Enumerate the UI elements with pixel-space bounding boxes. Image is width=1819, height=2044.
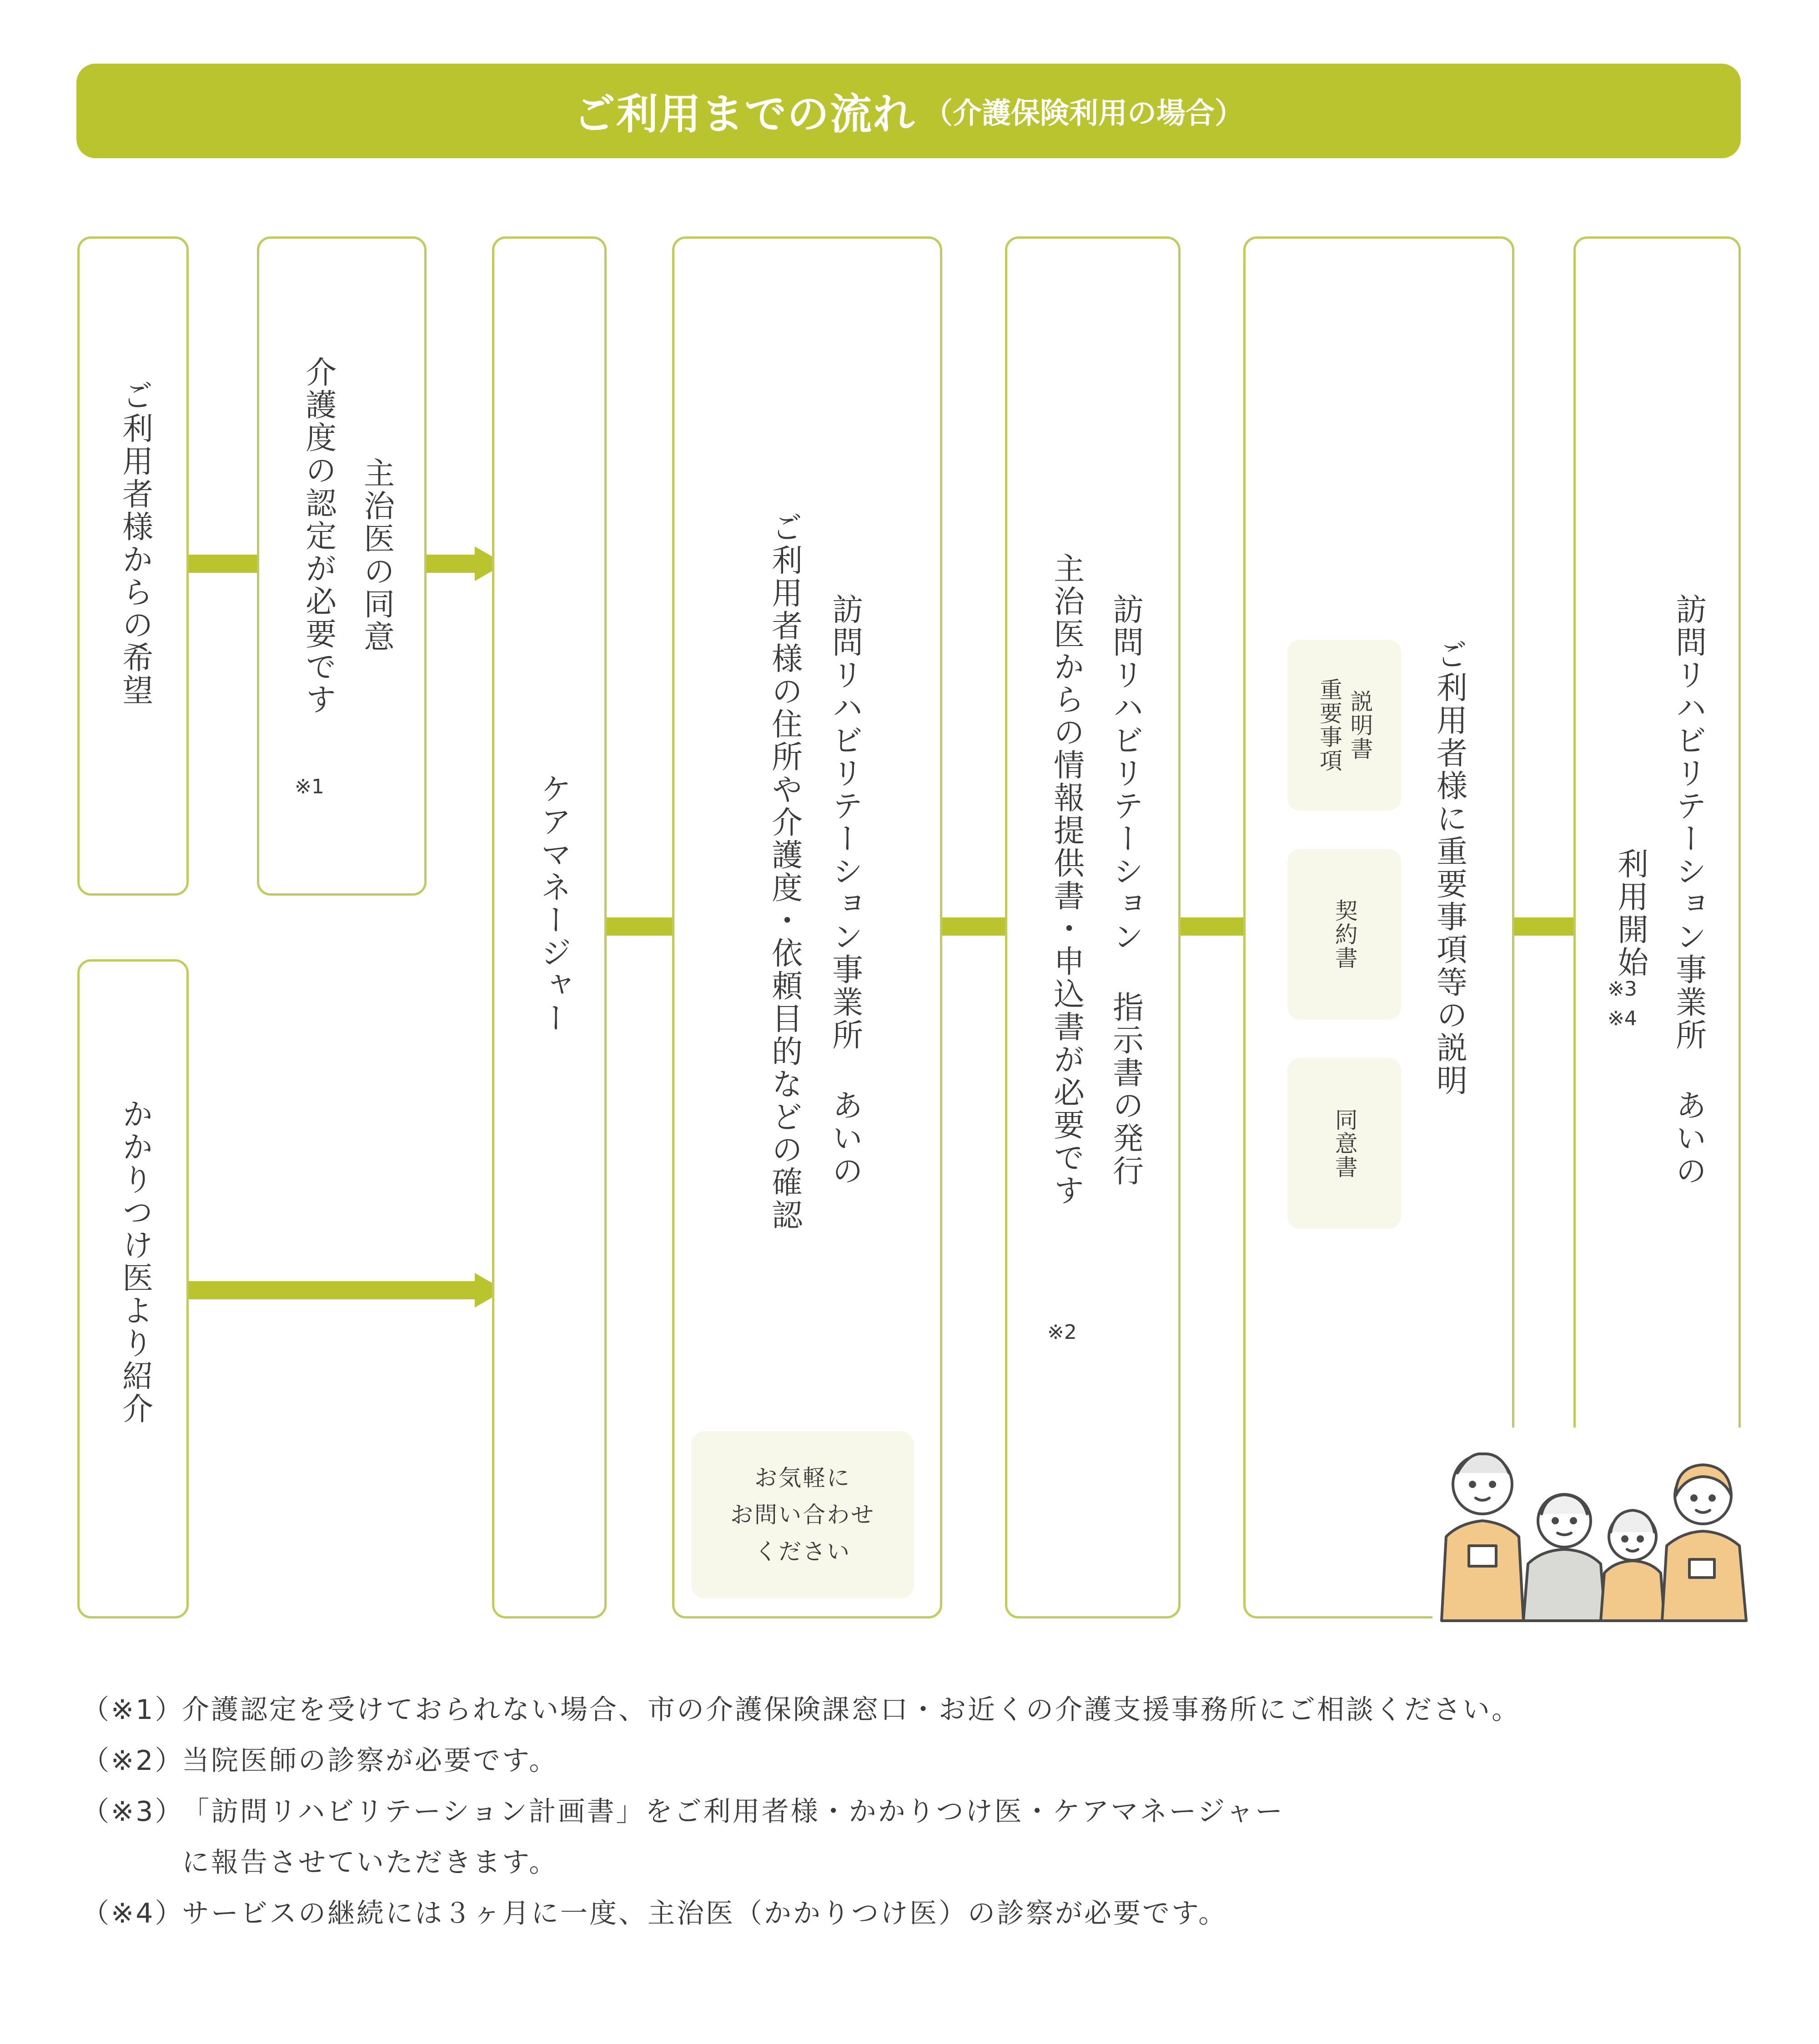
document-contract xyxy=(1287,849,1401,1020)
step-doctor-consent-title: 主治医の同意 xyxy=(358,457,395,653)
connector-referral-to-caremanager xyxy=(186,1281,477,1299)
footnote-1 xyxy=(82,1682,1810,1733)
step-doctor-consent-body: 介護度の認定が必要です xyxy=(300,356,337,716)
step-request-text: ご利用者様からの希望 xyxy=(117,380,153,707)
step-order-title: 訪問リハビリテーション 指示書の発行 xyxy=(1107,593,1144,1187)
note-mark-3: ※3 xyxy=(1608,977,1637,1001)
footnote-2 xyxy=(82,1733,1810,1784)
document-important-matters xyxy=(1287,640,1401,811)
connector-caremanager-to-confirm xyxy=(607,917,680,936)
step-start-title: 訪問リハビリテーション事業所 あいの xyxy=(1670,593,1707,1187)
step-start-body: 利用開始 xyxy=(1612,848,1648,979)
elderly-woman-body xyxy=(1601,1561,1664,1621)
footnote-4-text: サービスの継続には３ヶ月に一度、主治医（かかりつけ医）の診察が必要です。 xyxy=(182,1898,1228,1929)
document-contract-label: 契約書 xyxy=(1331,899,1358,970)
note-mark-2: ※2 xyxy=(1047,1321,1077,1344)
step-order-box xyxy=(1005,236,1181,1618)
connector-order-to-explain xyxy=(1181,917,1252,936)
footnote-3-label: （※3） xyxy=(82,1796,184,1828)
page-title: ご利用までの流れ xyxy=(573,90,915,139)
step-confirm-box xyxy=(672,236,942,1618)
staff-man-body xyxy=(1442,1521,1523,1621)
document-consent xyxy=(1287,1058,1401,1229)
footnote-3 xyxy=(82,1784,1810,1835)
step-care-manager-text: ケアマネージャー xyxy=(535,773,572,1035)
step-explain-title: ご利用者様に重要事項等の説明 xyxy=(1431,639,1467,1097)
footnote-1-text: 介護認定を受けておられない場合、市の介護保険課窓口・お近くの介護支援事務所にご相談ください。 xyxy=(182,1694,1521,1726)
footnote-3-continued: に報告させていただきます。 xyxy=(182,1847,558,1879)
connector-request-to-consent xyxy=(186,555,261,573)
step-start-box xyxy=(1573,236,1741,1464)
contact-line-2: お問い合わせ xyxy=(730,1501,875,1528)
footnote-4 xyxy=(82,1886,1810,1937)
contact-callout xyxy=(691,1431,914,1598)
step-referral-text: かかりつけ医より紹介 xyxy=(117,1098,153,1425)
connector-explain-to-start xyxy=(1514,917,1583,936)
connector-confirm-to-order xyxy=(942,917,1014,936)
footnote-1-label: （※1） xyxy=(82,1694,184,1726)
step-explain-box xyxy=(1243,236,1514,1618)
note-mark-4: ※4 xyxy=(1608,1007,1637,1030)
document-important-matters-line1: 重要事項 xyxy=(1316,678,1342,772)
step-order-body: 主治医からの情報提供書・申込書が必要です xyxy=(1048,552,1085,1207)
footnotes xyxy=(82,1682,1810,1937)
contact-line-1: お気軽に xyxy=(754,1464,851,1491)
step-doctor-consent-box xyxy=(257,236,427,896)
step-referral-box xyxy=(77,959,189,1618)
title-banner xyxy=(76,64,1741,158)
elderly-man-body xyxy=(1523,1549,1605,1621)
document-important-matters-line2: 説明書 xyxy=(1347,690,1373,761)
contact-line-3: ください xyxy=(754,1538,851,1565)
connector-consent-to-caremanager xyxy=(427,555,477,573)
footnote-3-text: 「訪問リハビリテーション計画書」をご利用者様・かかりつけ医・ケアマネージャー xyxy=(182,1796,1285,1828)
footnote-2-label: （※2） xyxy=(82,1745,184,1777)
footnote-4-label: （※4） xyxy=(82,1898,184,1929)
step-confirm-title: 訪問リハビリテーション事業所 あいの xyxy=(827,593,863,1187)
step-confirm-body: ご利用者様の住所や介護度・依頼目的などの確認 xyxy=(766,511,803,1232)
page-subtitle: （介護保険利用の場合） xyxy=(924,97,1244,130)
note-mark-1: ※1 xyxy=(295,775,324,798)
staff-and-patients-illustration xyxy=(1432,1428,1751,1623)
footnote-2-text: 当院医師の診察が必要です。 xyxy=(182,1745,558,1777)
document-consent-label: 同意書 xyxy=(1331,1108,1358,1179)
step-request-box xyxy=(77,236,189,896)
step-care-manager-box xyxy=(492,236,607,1618)
